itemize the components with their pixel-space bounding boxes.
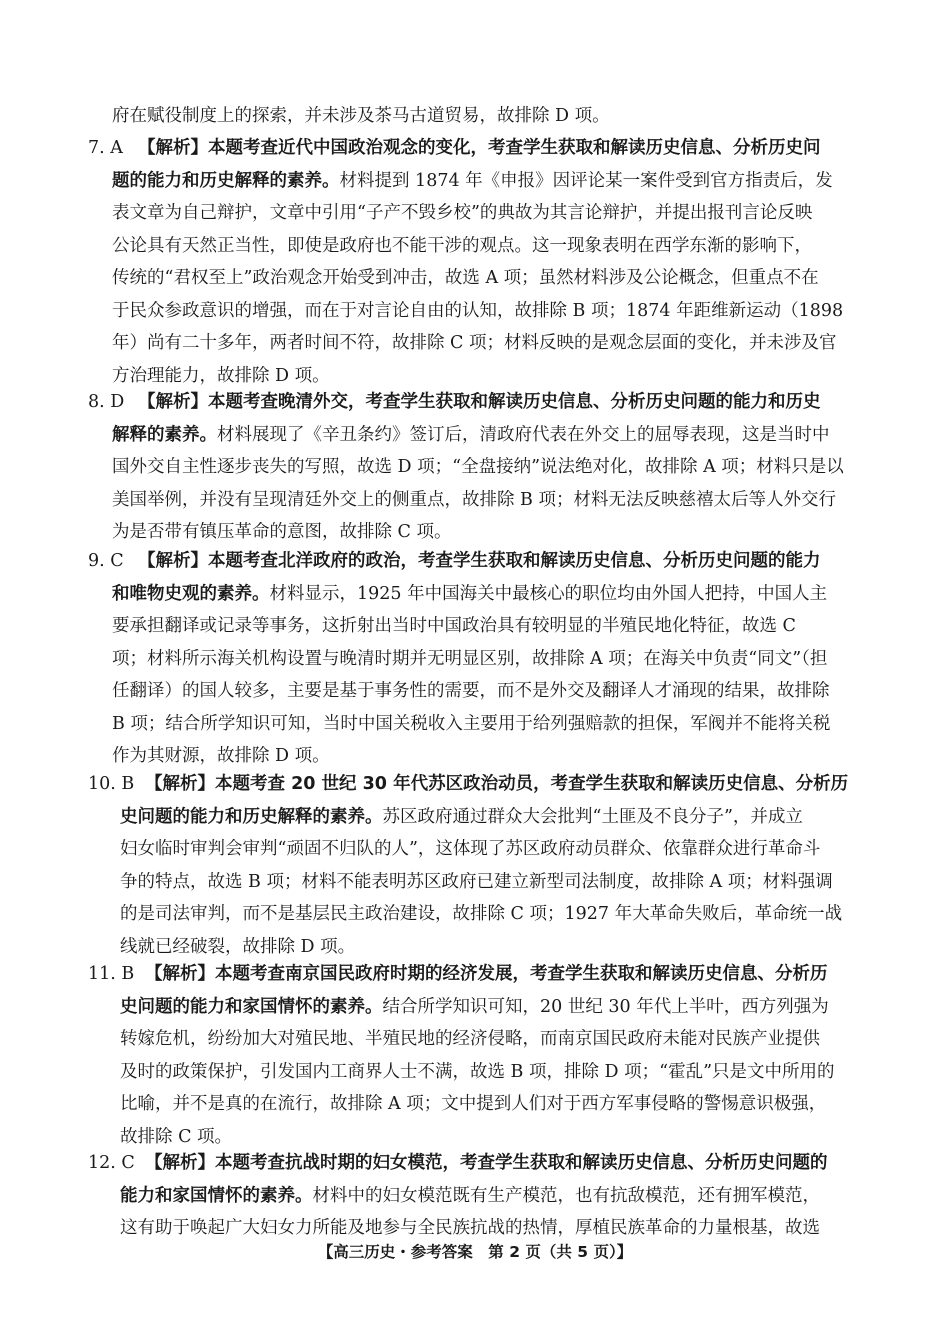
analysis-text: 苏区政府通过群众大会批判“土匪及不良分子”，并成立 bbox=[382, 806, 803, 827]
analysis-line: 的是司法审判，而不是基层民主政治建设，故排除 C 项；1927 年大革命失败后，革命统一战 bbox=[120, 904, 843, 924]
analysis-text: 材料提到 1874 年《申报》因评论某一案件受到官方指责后，发 bbox=[339, 170, 833, 191]
analysis-line: 转嫁危机，纷纷加大对殖民地、半殖民地的经济侵略，而南京国民政府未能对民族产业提供 bbox=[120, 1029, 820, 1049]
answer-first-line bbox=[145, 1147, 828, 1180]
analysis-text: 材料显示，1925 年中国海关中最核心的职位均由外国人把持，中国人主 bbox=[269, 583, 828, 604]
analysis-lead: 本题考查 20 世纪 30 年代苏区政治动员，考查学生获取和解读历史信息、分析历 bbox=[215, 774, 849, 794]
answer-number: 9. C bbox=[88, 551, 124, 571]
analysis-line: 项；材料所示海关机构设置与晚清时期并无明显区别，故排除 A 项；在海关中负责“同文”（担 bbox=[112, 648, 828, 669]
analysis-line: 争的特点，故选 B 项；材料不能表明苏区政府已建立新型司法制度，故排除 A 项；材料强调 bbox=[120, 871, 833, 892]
analysis-tag: 【解析】 bbox=[145, 964, 215, 984]
answer-first-line bbox=[138, 545, 821, 578]
analysis-tag: 【解析】 bbox=[145, 774, 215, 794]
analysis-line: 线就已经破裂，故排除 D 项。 bbox=[120, 936, 356, 957]
analysis-line: 传统的“君权至上”政治观念开始受到冲击，故选 A 项；虽然材料涉及公论概念，但重点不在 bbox=[112, 268, 819, 288]
analysis-line: 作为其财源，故排除 D 项。 bbox=[112, 746, 330, 766]
analysis-text: 材料展现了《辛丑条约》签订后，清政府代表在外交上的屈辱表现，这是当时中 bbox=[217, 424, 830, 445]
analysis-line: 任翻译）的国人较多，主要是基于事务性的需要，而不是外交及翻译人才涌现的结果，故排除 bbox=[112, 681, 830, 701]
analysis-line: 于民众参政意识的增强，而在于对言论自由的认知，故排除 B 项；1874 年距维新运动（1898 bbox=[112, 300, 844, 321]
answer-second-line bbox=[112, 165, 833, 198]
answer-second-line bbox=[120, 1180, 820, 1213]
analysis-lead-cont: 史问题的能力和家国情怀的素养。 bbox=[120, 996, 383, 1017]
intro-line: 府在赋役制度上的探索，并未涉及茶马古道贸易，故排除 D 项。 bbox=[112, 106, 610, 126]
analysis-line: 妇女临时审判会审判“顽固不归队的人”，这体现了苏区政府动员群众、依靠群众进行革命斗 bbox=[120, 839, 821, 859]
answer-number: 7. A bbox=[88, 138, 123, 158]
analysis-line: 要承担翻译或记录等事务，这折射出当时中国政治具有较明显的半殖民地化特征，故选 C bbox=[112, 616, 796, 636]
analysis-line: 方治理能力，故排除 D 项。 bbox=[112, 365, 330, 386]
answer-first-line bbox=[145, 768, 848, 801]
analysis-line: 这有助于唤起广大妇女力所能及地参与全民族抗战的热情，厚植民族革命的力量根基，故选 bbox=[120, 1218, 820, 1238]
analysis-lead-cont: 题的能力和历史解释的素养。 bbox=[112, 170, 340, 191]
analysis-lead: 本题考查晚清外交，考查学生获取和解读历史信息、分析历史问题的能力和历史 bbox=[208, 392, 821, 412]
analysis-line: 国外交自主性逐步丧失的写照，故选 D 项；“全盘接纳”说法绝对化，故排除 A 项；材料只是以 bbox=[112, 457, 844, 477]
answer-first-line bbox=[145, 958, 828, 991]
analysis-line: B 项；结合所学知识可知，当时中国关税收入主要用于给列强赔款的担保，军阀并不能将关税 bbox=[112, 713, 831, 734]
analysis-tag: 【解析】 bbox=[145, 1153, 215, 1173]
analysis-lead-cont: 能力和家国情怀的素养。 bbox=[120, 1185, 313, 1206]
analysis-text: 结合所学知识可知，20 世纪 30 年代上半叶，西方列强为 bbox=[382, 996, 829, 1017]
analysis-text: 材料中的妇女模范既有生产模范，也有抗敌模范，还有拥军模范， bbox=[312, 1185, 820, 1206]
answer-second-line bbox=[112, 419, 830, 452]
answer-number: 8. D bbox=[88, 392, 125, 412]
analysis-line: 公论具有天然正当性，即使是政府也不能干涉的观点。这一现象表明在西学东渐的影响下， bbox=[112, 235, 812, 256]
analysis-tag: 【解析】 bbox=[138, 551, 208, 571]
answer-number: 10. B bbox=[88, 774, 135, 794]
answer-first-line bbox=[138, 386, 821, 419]
analysis-line: 比喻，并不是真的在流行，故排除 A 项；文中提到人们对于西方军事侵略的警惕意识极强， bbox=[120, 1094, 827, 1114]
page-footer: 【高三历史・参考答案 第 2 页（共 5 页）】 bbox=[317, 1243, 633, 1261]
analysis-line: 年）尚有二十多年，两者时间不符，故排除 C 项；材料反映的是观念层面的变化，并未涉及官 bbox=[112, 333, 837, 353]
analysis-tag: 【解析】 bbox=[138, 138, 208, 158]
analysis-line: 美国举例，并没有呈现清廷外交上的侧重点，故排除 B 项；材料无法反映慈禧太后等人外交行 bbox=[112, 489, 836, 510]
answer-number: 12. C bbox=[88, 1153, 135, 1173]
answer-second-line bbox=[120, 801, 803, 834]
analysis-line: 表文章为自己辩护，文章中引用“子产不毁乡校”的典故为其言论辩护，并提出报刊言论反映 bbox=[112, 203, 813, 223]
analysis-lead: 本题考查北洋政府的政治，考查学生获取和解读历史信息、分析历史问题的能力 bbox=[208, 551, 821, 571]
analysis-line: 故排除 C 项。 bbox=[120, 1126, 233, 1147]
analysis-lead-cont: 和唯物史观的素养。 bbox=[112, 583, 270, 604]
analysis-tag: 【解析】 bbox=[138, 392, 208, 412]
analysis-lead-cont: 解释的素养。 bbox=[112, 424, 217, 445]
analysis-lead-cont: 史问题的能力和历史解释的素养。 bbox=[120, 806, 383, 827]
answer-second-line bbox=[112, 578, 827, 611]
analysis-lead: 本题考查抗战时期的妇女模范，考查学生获取和解读历史信息、分析历史问题的 bbox=[215, 1153, 828, 1173]
answer-second-line bbox=[120, 991, 829, 1024]
analysis-lead: 本题考查近代中国政治观念的变化，考查学生获取和解读历史信息、分析历史问 bbox=[208, 138, 821, 158]
analysis-line: 为是否带有镇压革命的意图，故排除 C 项。 bbox=[112, 522, 452, 542]
answer-number: 11. B bbox=[88, 964, 135, 984]
analysis-lead: 本题考查南京国民政府时期的经济发展，考查学生获取和解读历史信息、分析历 bbox=[215, 964, 828, 984]
answer-first-line bbox=[138, 132, 821, 165]
analysis-line: 及时的政策保护，引发国内工商界人士不满，故选 B 项，排除 D 项；“霍乱”只是文中所用的 bbox=[120, 1061, 835, 1082]
